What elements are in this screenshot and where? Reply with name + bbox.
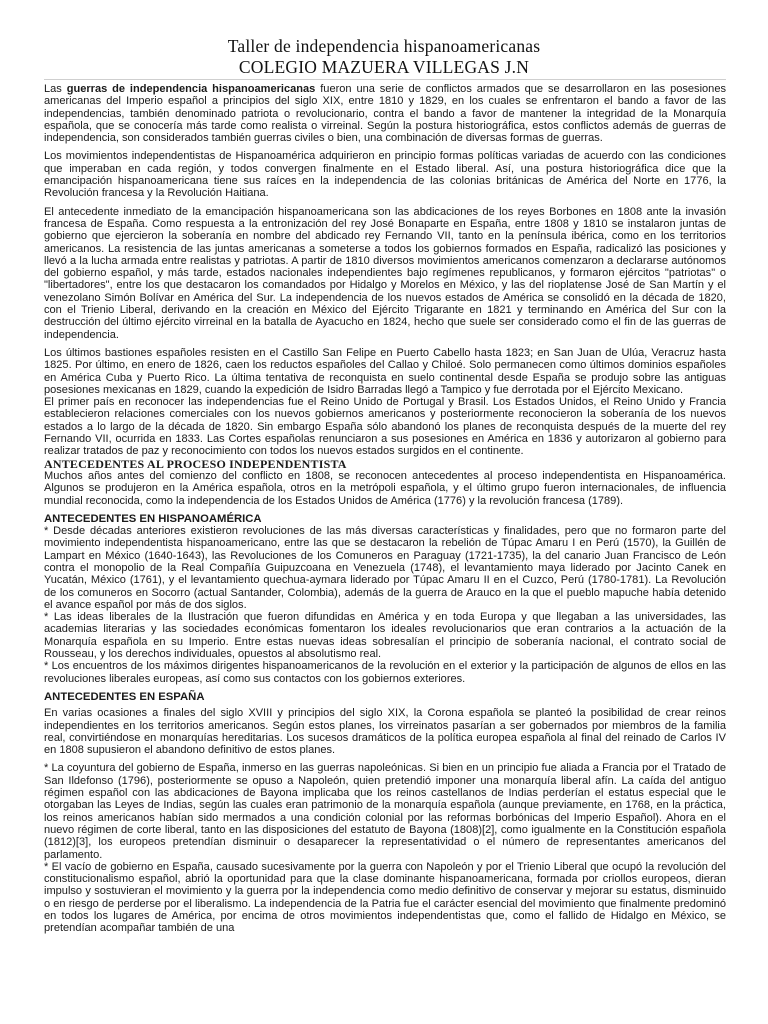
paragraph-antecedent: El antecedente inmediato de la emancipación hispanoamericana son las abdicaciones de los reyes Borbones en 1808 ante la invasión francesa de España. Como respuesta a la entronización del rey José Bonaparte en España, entre 1808 y 1810 se instalaron juntas de gobierno que ejercieron la soberanía en nombre del abdicado rey Fernando VII, tanto en la península ibérica, como en los territorios americanos. La resistencia de las juntas americanas a someterse a todos los gobiernos formados en España, radicalizó las posiciones y llevó a la lucha armada entre realistas y patriotas. A partir de 1810 diversos movimientos americanos comenzaron a declararse autónomos del gobierno español, y más tarde, estados nacionales independientes bajo regímenes republicanos, y formaron ejércitos "patriotas" o "libertadores", entre los que destacaron los comandados por Hidalgo y Morelos en México, y las del rioplatense José de San Martín y el venezolano Simón Bolívar en América del Sur. La independencia de los nuevos estados de América se consolidó en la década de 1820, con el Trienio Liberal, derivando en la creación en México del Ejército Trigarante en 1821 y terminando en América del Sur con la destrucción del último ejército virreinal en la batalla de Ayacucho en 1824, hecho que suele ser considerado como el fin de las guerras de independencia. xyxy=(44,205,726,341)
document-body xyxy=(44,83,726,935)
paragraph-antecedentes-intro: Muchos años antes del comienzo del conflicto en 1808, se reconocen antecedentes al proceso independentista en Hispanoamérica. Algunos se produjeron en la América española, otros en la metrópoli española, y el último grupo fueron internacionales, de influencia mundial reconocida, como la independencia de los Estados Unidos de América (1776) y la revolución francesa (1789). xyxy=(44,469,726,507)
paragraph-recognition: El primer país en reconocer las independencias fue el Reino Unido de Portugal y Brasil. Los Estados Unidos, el Reino Unido y Francia establecieron relaciones comerciales con los nuevos gobiernos americanos y posteriormente reconocieron la soberanía de los nuevos estados a lo largo de la década de 1820. Sin embargo España sólo abandonó los planes de reconquista después de la muerte del rey Fernando VII, ocurrida en 1833. Las Cortes españolas renunciaron a sus posesiones en América en 1836 y autorizaron al gobierno para realizar tratados de paz y reconocimiento con todos los nuevos estados surgidos en el continente. xyxy=(44,396,726,458)
paragraph-movements: Los movimientos independentistas de Hispanoamérica adquirieron en principio formas políticas variadas de acuerdo con las condiciones que imperaban en cada región, y todos convergen finalmente en el Estado liberal. Así, una postura historiográfica dice que la emancipación hispanoamericana tiene sus raíces en la independencia de las colonias británicas de América del Norte en 1776, la Revolución francesa y la Revolución Haitiana. xyxy=(44,150,726,200)
paragraph-intro xyxy=(44,83,726,144)
intro-bold-term: guerras de independencia hispanoamericanas xyxy=(66,83,316,95)
intro-rest: fueron una serie de conflictos armados que se desarrollaron en las posesiones americanas del Imperio español a principios del siglo XIX, entre 1810 y 1829, en los cuales se enfrentaron el bando a favor de las independencias, también denominado patriota o revolucionario, contra el bando a favor de mantener la integridad de la Monarquía española, que se conocería más tarde como realista o virreinal. Según la postura historiográfica, estos conflictos además de guerras de independencia, son considerados también guerras civiles o bien, una combinación de diversas formas de guerras. xyxy=(44,83,726,145)
school-name: COLEGIO MAZUERA VILLEGAS J.N xyxy=(238,57,530,77)
heading-antecedentes-hispanoamerica: ANTECEDENTES EN HISPANOAMÉRICA xyxy=(44,512,262,525)
paragraph-vacio-gobierno: * El vacío de gobierno en España, causado sucesivamente por la guerra con Napoleón y por el Trienio Liberal que ocupó la revolución del constitucionalismo español, abrió la oportunidad para que la clase dominante hispanoamericana, formada por criollos europeos, dieran impulso y sostuvieran el movimiento y la guerra por la independencia como medio definitivo de conservar y mejorar su estatus, disminuido o en riesgo de perderse por el liberalismo. La independencia de la Patria fue el carácter esencial del movimiento que finalmente predominó en todos los lugares de América, por encima de otros movimientos independentistas que, como el fallido de Hidalgo en México, se pretendían acompañar también de una xyxy=(44,860,726,935)
paragraph-revoluciones: * Desde décadas anteriores existieron revoluciones de las más diversas características y finalidades, pero que no formaron parte del movimiento independentista hispanoamericano, entre las que se destacaron la rebelión de Túpac Amaru I en Perú (1570), la Guillén de Lampart en México (1640-1643), las Revoluciones de los Comuneros en Paraguay (1721-1735), la del canario Juan Francisco de León contra el monopolio de la Real Compañía Guipuzcoana en Venezuela (1748), el levantamiento maya liderado por Jacinto Canek en Yucatán, México (1761), y el levantamiento quechua-aymara liderado por Túpac Amaru II en el Cuzco, Perú (1780-1781). La Revolución de los comuneros en Socorro (actual Santander, Colombia), además de la guerra de Arauco en la que el pueblo mapuche había detenido el avance español por más de dos siglos. xyxy=(44,525,726,611)
paragraph-last-bastions: Los últimos bastiones españoles resisten en el Castillo San Felipe en Puerto Cabello hasta 1823; en San Juan de Ulúa, Veracruz hasta 1825. Por último, en enero de 1826, caen los reductos españoles del Callao y Chiloé. Solo permanecen como últimos dominios españoles en América Cuba y Puerto Rico. La última tentativa de reconquista en suelo continental desde España se produjo sobre las antiguas posesiones mexicanas en 1829, cuando la expedición de Isidro Barradas llegó a Tampico y fue derrotada por el Ejército Mexicano. xyxy=(44,346,726,396)
heading-antecedentes-proceso: ANTECEDENTES AL PROCESO INDEPENDENTISTA xyxy=(44,456,347,471)
paragraph-ilustracion: * Las ideas liberales de la Ilustración que fueron difundidas en América y en toda Europa y que llegaban a las universidades, las academias literarias y las sociedades económicas fomentaron los ideales revolucionarios que eran contrarios a la actuación de la Monarquía española en su Imperio. Entre estas nuevas ideas sobresalían el principio de soberanía nacional, el contrato social de Rousseau, y los derechos individuales, opuestos al absolutismo real. xyxy=(44,611,726,661)
document-title: Taller de independencia hispanoamericanas xyxy=(227,36,541,56)
document-header xyxy=(0,36,768,78)
intro-start: Las xyxy=(44,83,67,95)
paragraph-encuentros: * Los encuentros de los máximos dirigentes hispanoamericanos de la revolución en el exterior y la participación de algunos de ellos en las revoluciones liberales europeas, así como sus contactos con los gobiernos exteriores. xyxy=(44,660,726,685)
paragraph-corona: En varias ocasiones a finales del siglo XVIII y principios del siglo XIX, la Corona española se planteó la posibilidad de crear reinos independientes en los territorios americanos. Según estos planes, los virreinatos pasarían a ser gobernados por miembros de la familia real, convirtiéndose en monarquías hereditarias. Los sucesos dramáticos de la política europea española al final del reinado de Carlos IV en 1808 supusieron el abandono definitivo de estos planes. xyxy=(44,707,726,757)
header-divider xyxy=(44,79,726,80)
heading-antecedentes-espana: ANTECEDENTES EN ESPAÑA xyxy=(44,690,205,703)
paragraph-coyuntura: * La coyuntura del gobierno de España, inmerso en las guerras napoleónicas. Si bien en un principio fue aliada a Francia por el Tratado de San Ildefonso (1796), posteriormente se opuso a Napoleón, quien pretendió imponer una monarquía liberal afín. La caída del antiguo régimen español con las abdicaciones de Bayona implicaba que los reinos castellanos de Indias perderían el estatus especial que le otorgaban las Leyes de Indias, según las cuales eran patrimonio de la monarquía española (aunque previamente, en 1768, en la práctica, los reinos americanos habían sido mermados a una condición colonial por las reformas borbónicas del Imperio Español). Ahora en el nuevo régimen de corte liberal, tanto en las disposiciones del estatuto de Bayona (1808)[2], como igualmente en la Constitución española (1812)[3], los europeos pretendían disminuir o desaparecer la representatividad o el número de representantes americanos del parlamento. xyxy=(44,762,726,861)
